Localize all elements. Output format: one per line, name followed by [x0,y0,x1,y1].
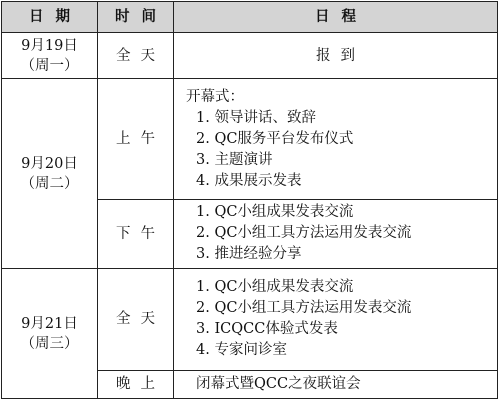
date-cell-day2 [2,79,98,269]
header-time: 时间 [98,2,174,33]
list-item: 1. 领导讲话、致辞 [196,109,316,126]
program-cell [174,79,498,199]
weekday-text: （周二） [20,175,79,192]
list-item: 3. 主题演讲 [196,151,273,168]
header-program: 日程 [174,2,498,33]
time-cell: 下午 [98,199,174,269]
list-item: 4. 专家问诊室 [196,342,287,359]
list-item: 4. 成果展示发表 [196,172,302,189]
list-item: 2. QC小组工具方法运用发表交流 [196,300,412,317]
date-text: 9月19日 [21,37,78,54]
list-item: 1. QC小组成果发表交流 [196,279,354,296]
schedule-table [1,1,498,399]
date-text: 9月20日 [21,155,78,172]
time-cell: 晚上 [98,370,174,399]
list-item: 2. QC小组工具方法运用发表交流 [196,225,412,242]
table-header-row [2,2,498,33]
weekday-text: （周三） [20,335,79,352]
program-cell: 报到 [174,33,498,79]
list-item: 1. QC小组成果发表交流 [196,204,354,221]
time-cell: 全天 [98,269,174,370]
table-row [2,33,498,79]
list-item: 3. ICQCC体验式发表 [196,321,338,338]
time-cell: 全天 [98,33,174,79]
list-item: 3. 推进经验分享 [196,246,302,263]
date-cell-day3 [2,269,98,399]
program-cell [174,269,498,370]
date-cell-day1 [2,33,98,79]
date-text: 9月21日 [21,315,78,332]
weekday-text: （周一） [20,57,79,74]
program-cell [174,370,498,399]
header-date: 日期 [2,2,98,33]
table-row [2,79,498,199]
program-cell [174,199,498,269]
time-cell: 上午 [98,79,174,199]
list-item: 闭幕式暨QCC之夜联谊会 [196,375,361,392]
table-row [2,269,498,370]
list-item: 2. QC服务平台发布仪式 [196,130,354,147]
program-heading: 开幕式： [186,88,244,105]
